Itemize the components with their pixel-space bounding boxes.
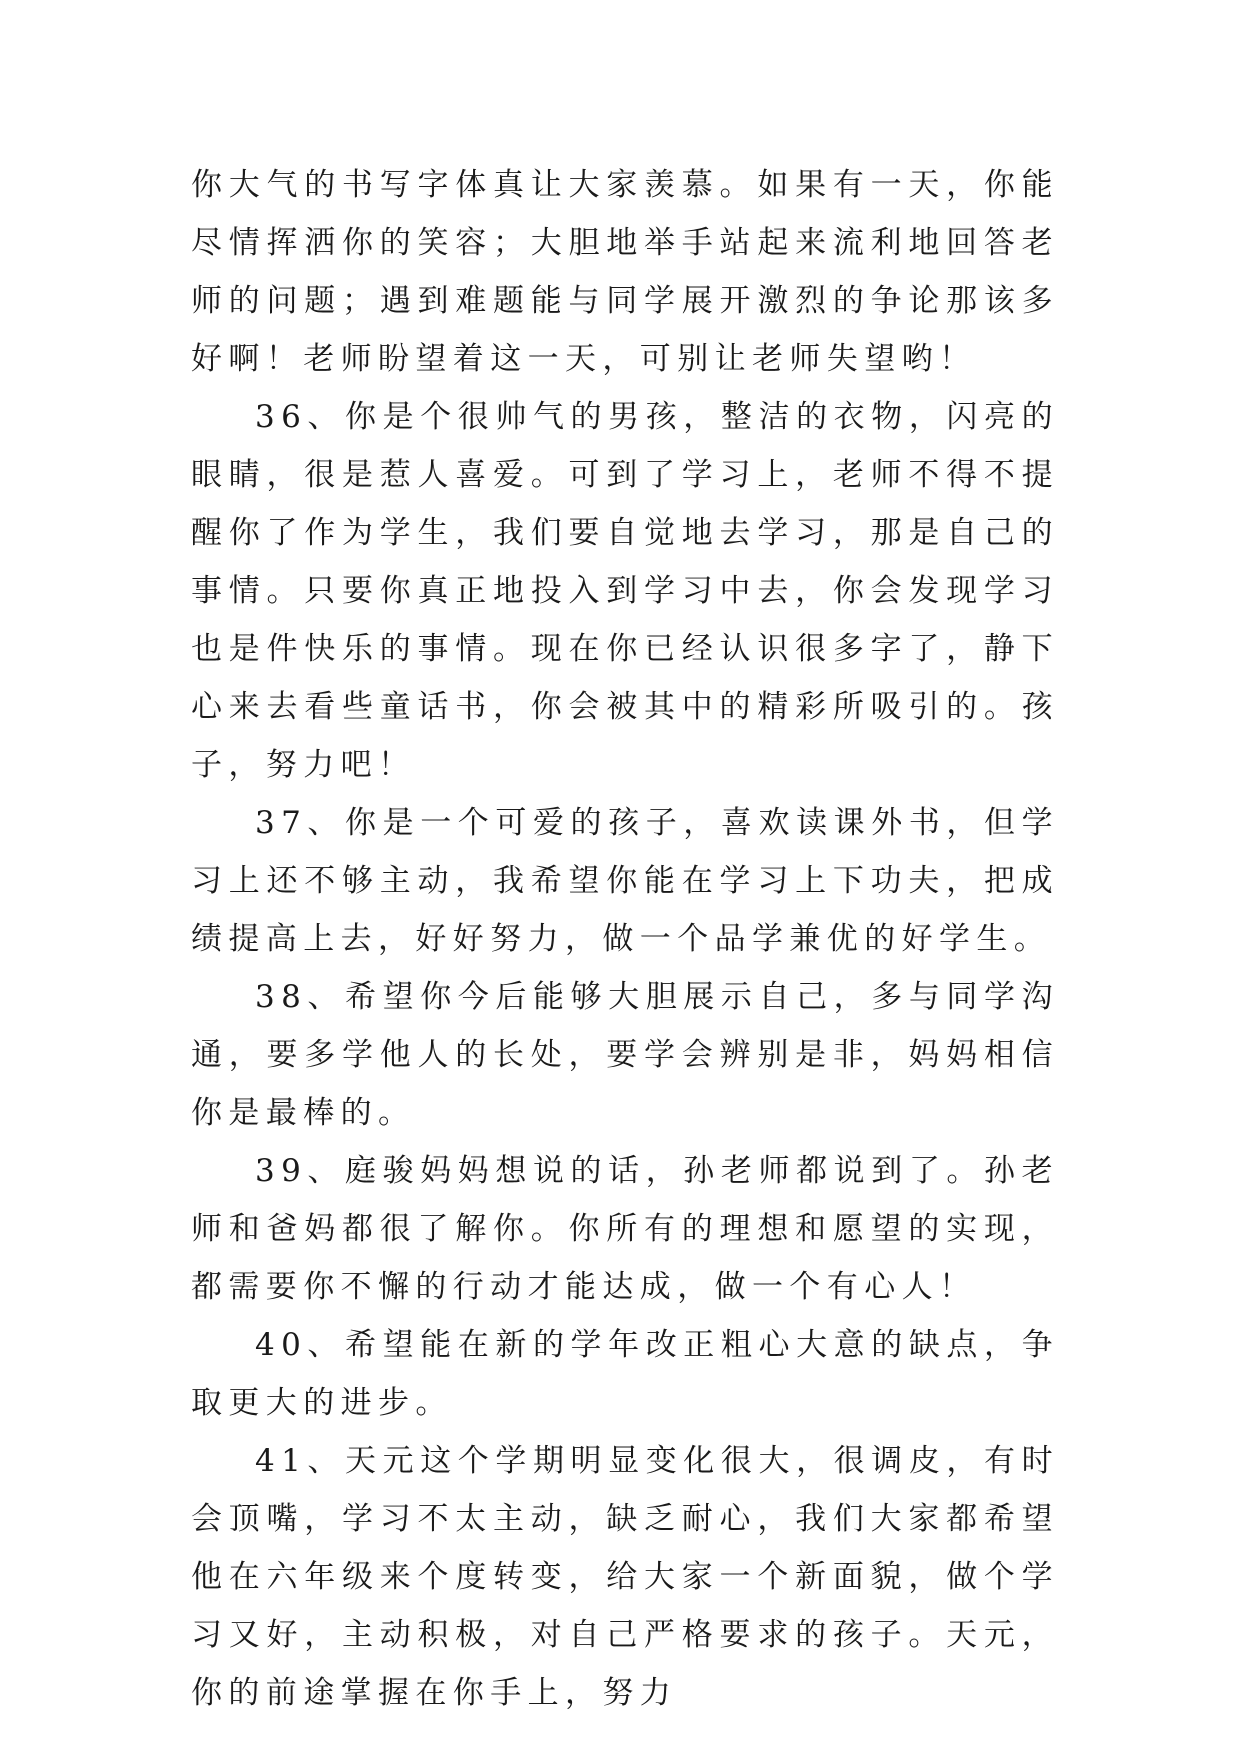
paragraph-39: 39、庭骏妈妈想说的话，孙老师都说到了。孙老师和爸妈都很了解你。你所有的理想和愿望的实现，都需要你不懈的行动才能达成，做一个有心人！ xyxy=(191,1153,1059,1305)
paragraph-41: 41、天元这个学期明显变化很大，很调皮，有时会顶嘴，学习不太主动，缺乏耐心，我们大家都希望他在六年级来个度转变，给大家一个新面貌，做个学习又好，主动积极，对自己严格要求的孩子。天元，你的前途掌握在你手上，努力 xyxy=(191,1443,1059,1711)
document-body xyxy=(191,156,1059,1722)
paragraph-37: 37、你是一个可爱的孩子，喜欢读课外书，但学习上还不够主动，我希望你能在学习上下功夫，把成绩提高上去，好好努力，做一个品学兼优的好学生。 xyxy=(191,805,1059,957)
paragraph-continuation: 你大气的书写字体真让大家羡慕。如果有一天，你能尽情挥洒你的笑容；大胆地举手站起来流利地回答老师的问题；遇到难题能与同学展开激烈的争论那该多好啊！老师盼望着这一天，可别让老师失望哟！ xyxy=(191,167,1059,377)
paragraph-38: 38、希望你今后能够大胆展示自己，多与同学沟通，要多学他人的长处，要学会辨别是非，妈妈相信你是最棒的。 xyxy=(191,979,1059,1131)
paragraph-36: 36、你是个很帅气的男孩，整洁的衣物，闪亮的眼睛，很是惹人喜爱。可到了学习上，老师不得不提醒你了作为学生，我们要自觉地去学习，那是自己的事情。只要你真正地投入到学习中去，你会发现学习也是件快乐的事情。现在你已经认识很多字了，静下心来去看些童话书，你会被其中的精彩所吸引的。孩子，努力吧！ xyxy=(191,399,1059,783)
paragraph-40: 40、希望能在新的学年改正粗心大意的缺点，争取更大的进步。 xyxy=(191,1327,1059,1421)
